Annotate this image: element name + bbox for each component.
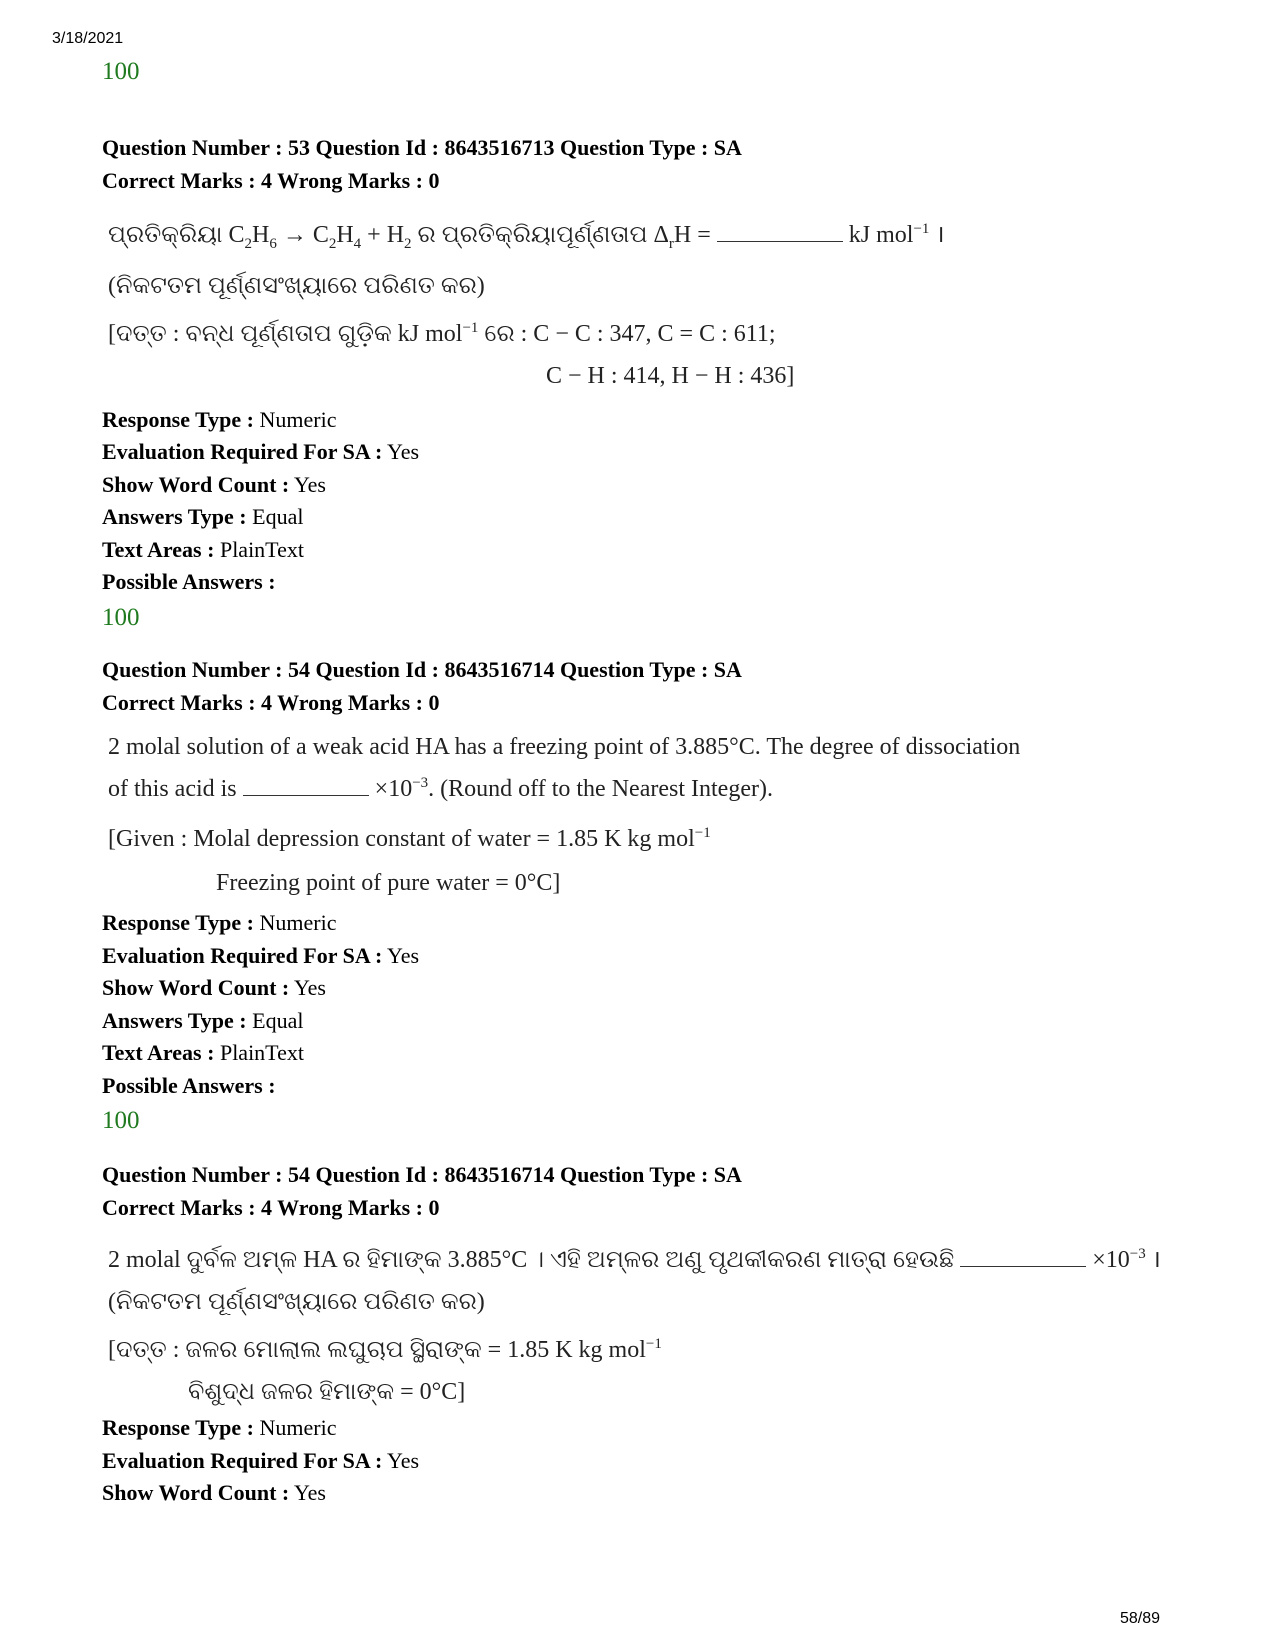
subscript: 2 — [244, 235, 252, 252]
question-line-4: ବିଶୁଦ୍ଧ ଜଳର ହିମାଙ୍କ = 0°C] — [188, 1379, 466, 1405]
subscript: 2 — [328, 235, 337, 252]
superscript: −1 — [462, 319, 479, 336]
meta-value: Numeric — [253, 910, 337, 935]
text-run: ପ୍ରତିକ୍ରିୟା C — [108, 222, 245, 248]
meta-value: Numeric — [253, 1415, 337, 1440]
question-text — [108, 1236, 1182, 1410]
text-run: ×10 — [1086, 1247, 1130, 1273]
question-line-2: (ନିକଟତମ ପୂର୍ଣ୍ଣସଂଖ୍ୟାରେ ପରିଣତ କର) — [108, 1289, 485, 1315]
text-run: H = — [673, 222, 717, 248]
question-line-4: C − H : 414, H − H : 436] — [546, 362, 795, 389]
meta-value: Numeric — [253, 406, 337, 432]
text-run: H — [251, 222, 270, 248]
meta-label: Text Areas : — [102, 1040, 215, 1065]
text-run: [ଦତ୍ତ : ଜଳର ମୋଲାଲ ଲଘୁଚାପ ସ୍ଥିରାଙ୍କ = 1.85 K kg mol — [108, 1337, 646, 1363]
question-line-3 — [108, 815, 1182, 857]
meta-value: Equal — [246, 1007, 304, 1033]
question-line-1 — [108, 211, 1182, 262]
page-number: 58/89 — [1119, 1610, 1160, 1627]
text-run: [ଦତ୍ତ : ବନ୍ଧ ପୂର୍ଣ୍ଣତାପ ଗୁଡ଼ିକ kJ mol — [108, 320, 463, 347]
question-line-4: Freezing point of pure water = 0°C] — [216, 870, 561, 896]
subscript: 2 — [404, 235, 412, 252]
question-meta — [102, 907, 1182, 1102]
meta-label: Evaluation Required For SA : — [102, 942, 383, 968]
meta-evaluation — [102, 940, 1182, 973]
text-run: । — [1145, 1247, 1161, 1273]
meta-value: Yes — [382, 439, 420, 465]
superscript: −3 — [1129, 1246, 1146, 1262]
question-header: Question Number : 54 Question Id : 8643516714 Question Type : SA — [102, 1162, 742, 1187]
subscript: r — [668, 235, 674, 252]
text-run: → C — [276, 222, 329, 248]
answer-blank — [960, 1248, 1086, 1267]
question-text — [108, 729, 1182, 901]
text-run: kJ mol — [842, 222, 914, 248]
meta-word-count — [102, 1477, 1182, 1510]
superscript: −1 — [645, 1336, 662, 1352]
meta-label: Text Areas : — [102, 536, 215, 562]
superscript: −1 — [913, 221, 930, 237]
answer-blank — [243, 777, 369, 796]
question-text — [108, 211, 1182, 394]
meta-value: Yes — [382, 942, 420, 968]
meta-value: Yes — [289, 975, 326, 1000]
meta-label: Response Type : — [102, 406, 254, 432]
question-marks: Correct Marks : 4 Wrong Marks : 0 — [102, 690, 440, 715]
meta-label: Evaluation Required For SA : — [102, 439, 383, 465]
meta-value: Yes — [289, 1480, 326, 1505]
meta-label: Response Type : — [102, 910, 254, 935]
question-marks: Correct Marks : 4 Wrong Marks : 0 — [102, 168, 440, 193]
meta-text-areas — [102, 1037, 1182, 1070]
question-block-54-or — [102, 1158, 1182, 1510]
meta-label: Possible Answers : — [102, 1072, 276, 1098]
meta-label: Show Word Count : — [102, 1480, 290, 1505]
superscript: −3 — [412, 775, 429, 791]
text-run: । — [929, 222, 945, 248]
meta-response-type — [102, 907, 1182, 940]
meta-value: PlainText — [214, 1040, 304, 1065]
answer-blank — [717, 223, 843, 242]
text-run: H — [336, 222, 354, 248]
question-line-3 — [108, 310, 1182, 352]
text-run: 2 molal ଦୁର୍ବଳ ଅମ୍ଳ HA ର ହିମାଙ୍କ 3.885°C । ଏହି ଅମ୍ଳର ଅଣୁ ପୃଥକୀକରଣ ମାତ୍ରା ହେଉଛି — [108, 1247, 961, 1273]
question-block-53 — [102, 131, 1182, 635]
question-line-2: (ନିକଟତମ ପୂର୍ଣ୍ଣସଂଖ୍ୟାରେ ପରିଣତ କର) — [108, 272, 485, 299]
meta-label: Possible Answers : — [102, 569, 276, 595]
meta-text-areas — [102, 534, 1182, 567]
question-header: Question Number : 54 Question Id : 8643516714 Question Type : SA — [102, 657, 742, 682]
question-meta — [102, 1412, 1182, 1510]
question-block-54-en — [102, 653, 1182, 1138]
question-marks: Correct Marks : 4 Wrong Marks : 0 — [102, 1195, 440, 1220]
possible-answer: 100 — [102, 603, 140, 631]
text-run: [Given : Molal depression constant of water = 1.85 K kg mol — [108, 826, 695, 852]
text-run: of this acid is — [108, 776, 243, 802]
page-date: 3/18/2021 — [52, 30, 124, 47]
meta-label: Response Type : — [102, 1415, 254, 1440]
text-run: + H — [361, 222, 405, 248]
meta-label: Answers Type : — [102, 504, 247, 530]
meta-value: Yes — [382, 1447, 420, 1473]
meta-response-type — [102, 404, 1182, 437]
meta-word-count — [102, 972, 1182, 1005]
meta-possible-answers — [102, 1070, 1182, 1103]
meta-word-count — [102, 469, 1182, 502]
meta-evaluation — [102, 1445, 1182, 1478]
meta-answers-type — [102, 1005, 1182, 1038]
meta-response-type — [102, 1412, 1182, 1445]
question-meta — [102, 404, 1182, 599]
meta-evaluation — [102, 436, 1182, 469]
meta-value: Yes — [289, 471, 326, 497]
previous-answer: 100 — [102, 58, 140, 85]
text-run: ×10 — [368, 776, 413, 802]
text-run: ର ପ୍ରତିକ୍ରିୟାପୂର୍ଣ୍ଣତାପ Δ — [411, 222, 669, 248]
text-run: . (Round off to the Nearest Integer). — [428, 776, 773, 802]
meta-label: Evaluation Required For SA : — [102, 1447, 383, 1473]
meta-possible-answers — [102, 566, 1182, 599]
question-line-1: 2 molal solution of a weak acid HA has a freezing point of 3.885°C. The degree of dissociation — [108, 734, 1021, 760]
question-header: Question Number : 53 Question Id : 8643516713 Question Type : SA — [102, 135, 742, 160]
question-line-1 — [108, 1236, 1182, 1278]
subscript: 4 — [353, 235, 362, 252]
text-run: ରେ : C − C : 347, C = C : 611; — [478, 320, 776, 347]
subscript: 6 — [269, 235, 277, 252]
meta-label: Answers Type : — [102, 1007, 247, 1033]
meta-label: Show Word Count : — [102, 975, 290, 1000]
meta-label: Show Word Count : — [102, 471, 290, 497]
meta-value: PlainText — [214, 536, 304, 562]
superscript: −1 — [694, 825, 711, 841]
question-line-2 — [108, 765, 1182, 807]
meta-answers-type — [102, 501, 1182, 534]
question-line-3 — [108, 1326, 1182, 1368]
meta-value: Equal — [246, 504, 304, 530]
possible-answer: 100 — [102, 1107, 140, 1134]
